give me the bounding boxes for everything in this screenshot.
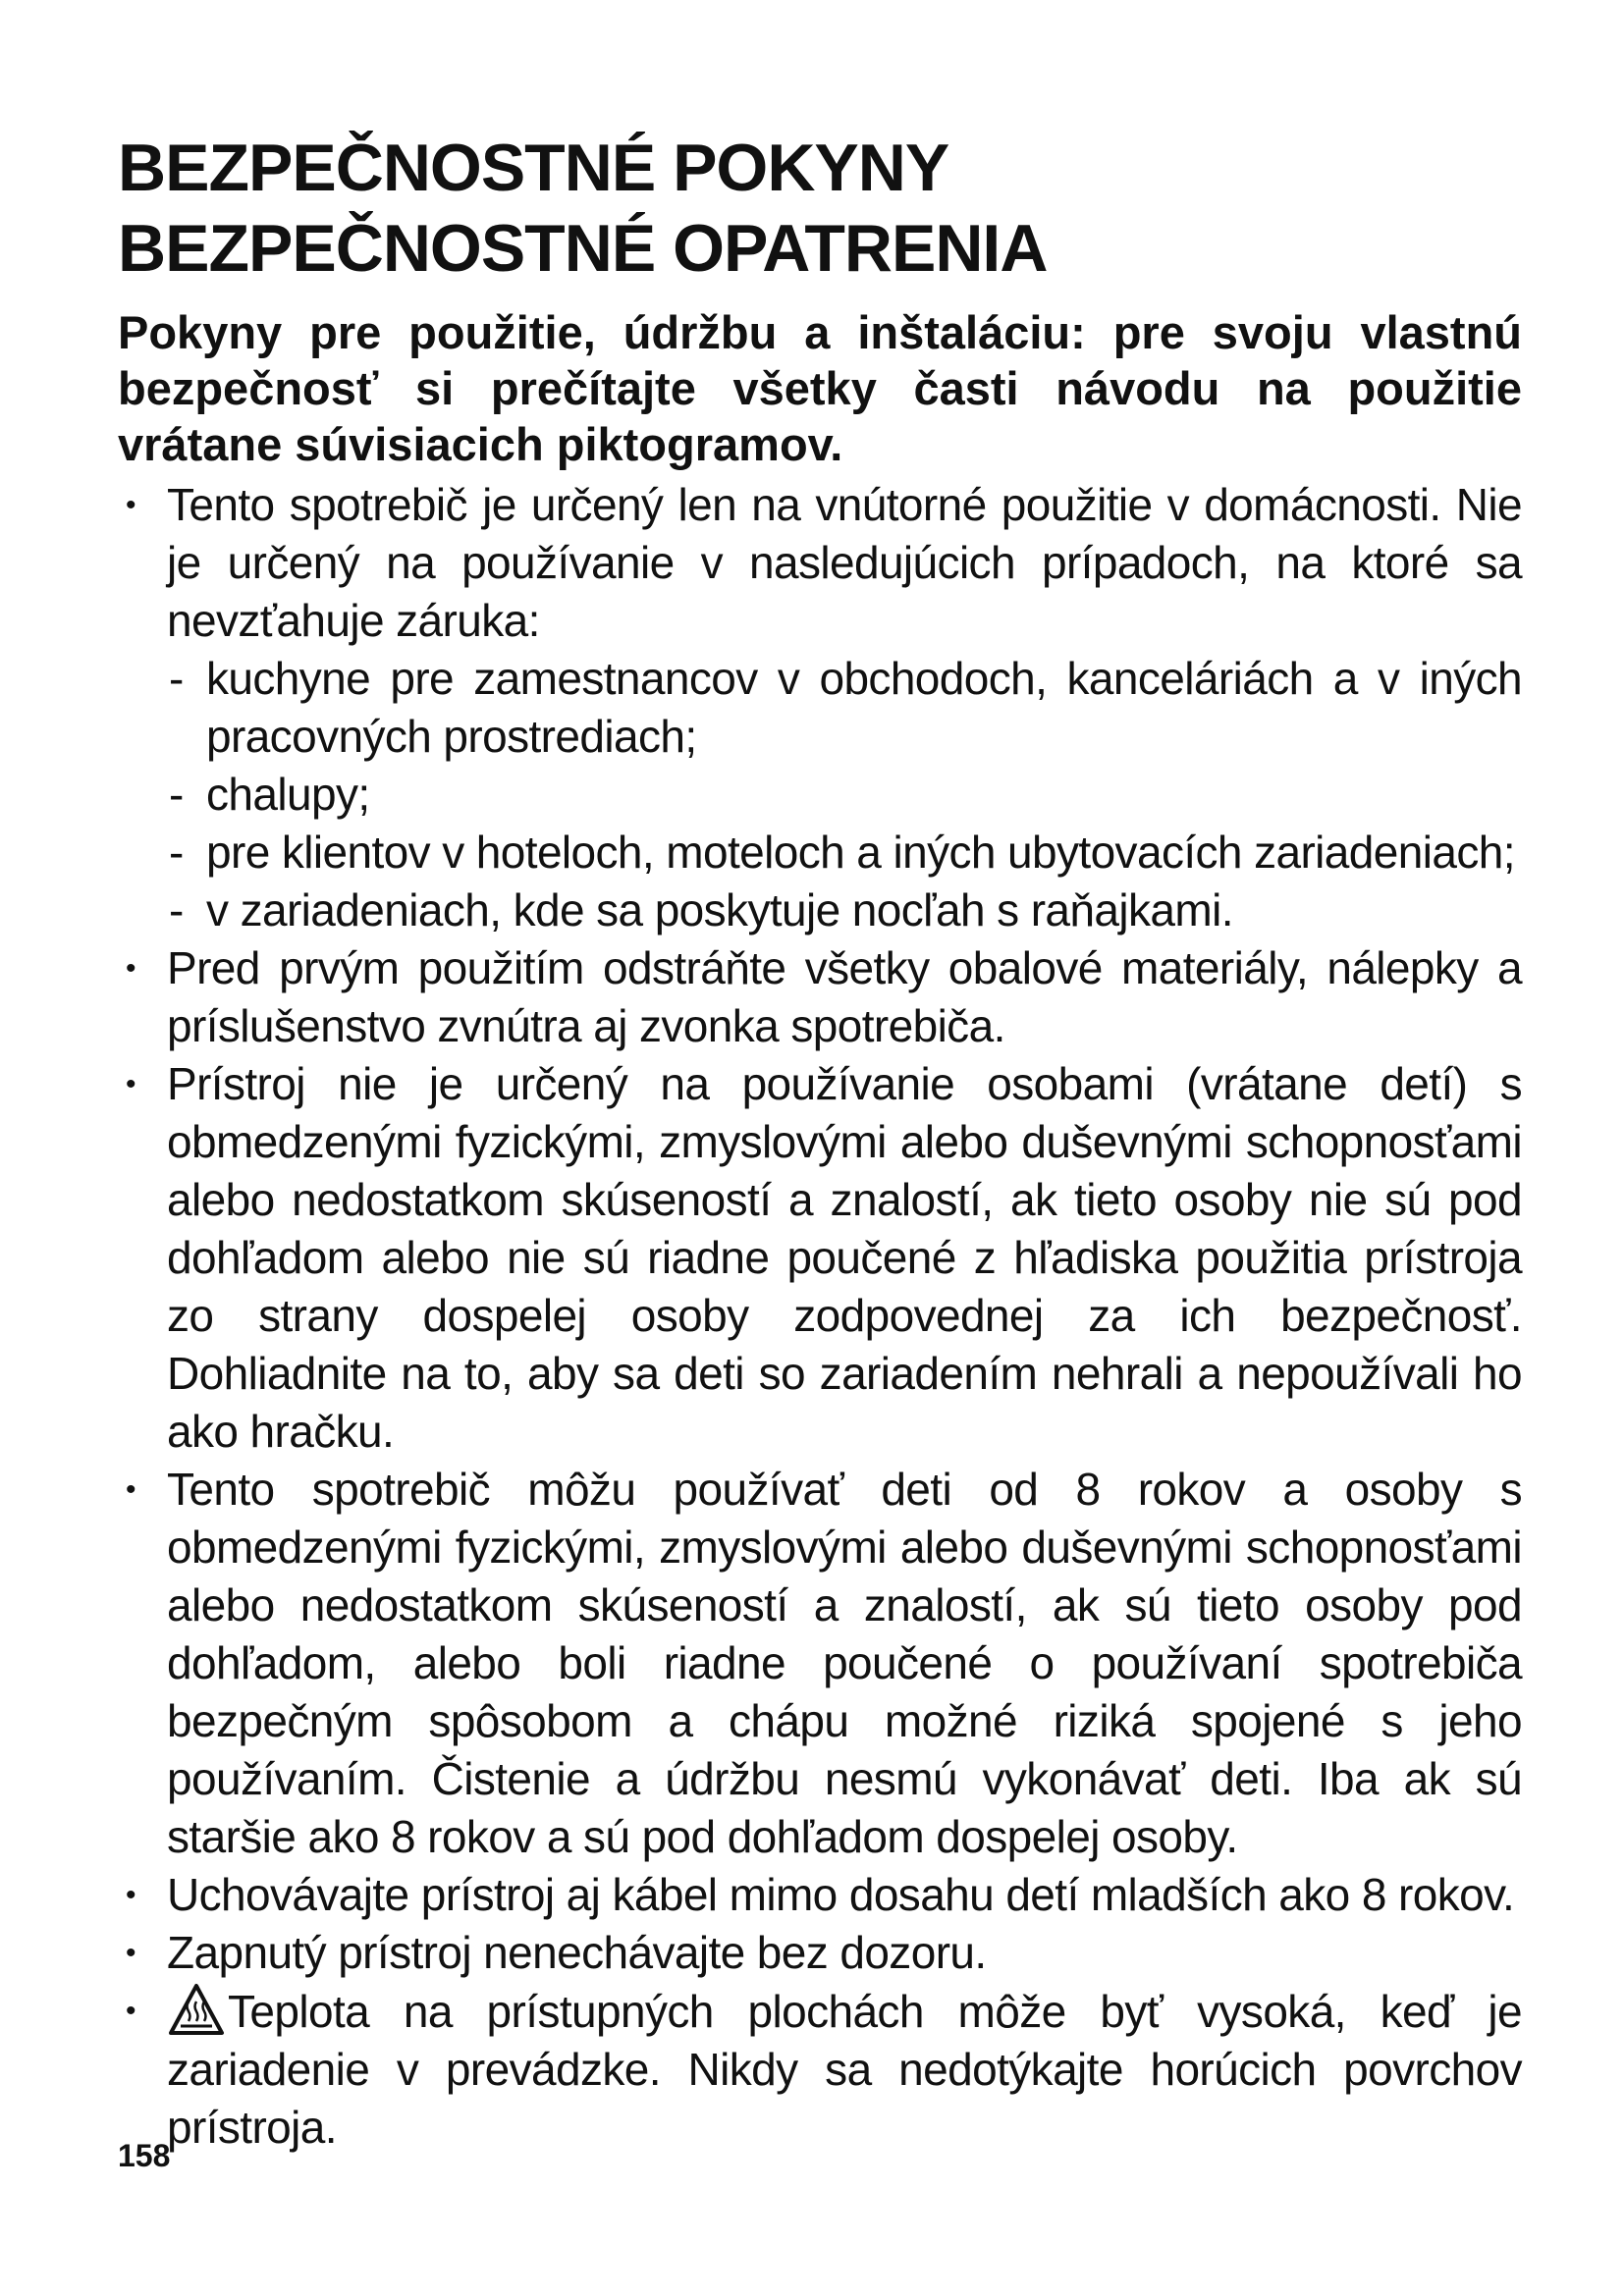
safety-list [118,476,1522,2157]
bullet: • [126,952,135,985]
dash: - [169,884,184,935]
bullet: • [126,1473,135,1506]
list-item-text: Tento spotrebič môžu používať deti od 8 rokov a osoby s obmedzenými fyzickými, zmyslovými alebo duševnými schopnosťami alebo nedostatkom skúseností a znalostí, ak sú tieto osoby pod dohľadom, alebo boli riadne poučené o používaní spotrebiča bezpečným spôsobom a chápu možné riziká spojené s jeho používaním. Čistenie a údržbu nesmú vykonávať deti. Iba ak sú staršie ako 8 rokov a sú pod dohľadom dospelej osoby. [167,1464,1522,1862]
list-item [118,1055,1522,1461]
sub-list-item-text: pre klientov v hoteloch, moteloch a iných ubytovacích zariadeniach; [206,827,1515,878]
bullet: • [126,1068,135,1100]
list-item [118,939,1522,1055]
sub-list-item [167,824,1522,881]
list-item-text: Teplota na prístupných plochách môže byť vysoká, keď je zariadenie v prevádzke. Nikdy sa nedotýkajte horúcich povrchov prístroja. [167,1986,1522,2153]
sub-list-item [167,650,1522,766]
page-title [118,128,1522,289]
list-item-text: Tento spotrebič je určený len na vnútorné použitie v domácnosti. Nie je určený na používanie v nasledujúcich prípadoch, na ktoré sa nevzťahuje záruka: [167,479,1522,646]
bullet: • [126,1879,135,1911]
sub-list-item-text: chalupy; [206,769,370,820]
list-item-text: Zapnutý prístroj nenechávajte bez dozoru. [167,1927,987,1978]
title-line-2: BEZPEČNOSTNÉ OPATRENIA [118,211,1048,286]
list-item [118,1982,1522,2157]
document-page [118,128,1522,2157]
sub-list-item [167,881,1522,939]
dash: - [169,653,184,704]
intro-paragraph: Pokyny pre použitie, údržbu a inštaláciu: pre svoju vlastnú bezpečnosť si prečítajte všetky časti návodu na použitie vrátane súvisiacich piktogramov. [118,306,1522,470]
dash: - [169,827,184,878]
bullet: • [126,489,135,521]
bullet: • [126,1995,135,2027]
sub-list [167,650,1522,939]
sub-list-item-text: v zariadeniach, kde sa poskytuje nocľah s raňajkami. [206,884,1233,935]
dash: - [169,769,184,820]
list-item [118,1461,1522,1866]
list-item-text: Prístroj nie je určený na používanie osobami (vrátane detí) s obmedzenými fyzickými, zmyslovými alebo duševnými schopnosťami alebo nedostatkom skúseností a znalostí, ak tieto osoby nie sú pod dohľadom alebo nie sú riadne poučené z hľadiska použitia prístroja zo strany dospelej osoby zodpovednej za ich bezpečnosť. Dohliadnite na to, aby sa deti so zariadením nehrali a nepoužívali ho ako hračku. [167,1058,1522,1457]
sub-list-item-text: kuchyne pre zamestnancov v obchodoch, kanceláriách a v iných pracovných prostrediach; [206,653,1522,762]
list-item [118,1924,1522,1982]
hot-surface-warning-icon [167,1982,226,2037]
title-line-1: BEZPEČNOSTNÉ POKYNY [118,131,949,205]
page-number: 158 [118,2138,171,2173]
list-item-text: Uchovávajte prístroj aj kábel mimo dosahu detí mladších ako 8 rokov. [167,1869,1515,1920]
sub-list-item [167,766,1522,824]
list-item-text: Pred prvým použitím odstráňte všetky obalové materiály, nálepky a príslušenstvo zvnútra aj zvonka spotrebiča. [167,942,1522,1051]
list-item [118,476,1522,939]
bullet: • [126,1937,135,1969]
list-item [118,1866,1522,1924]
